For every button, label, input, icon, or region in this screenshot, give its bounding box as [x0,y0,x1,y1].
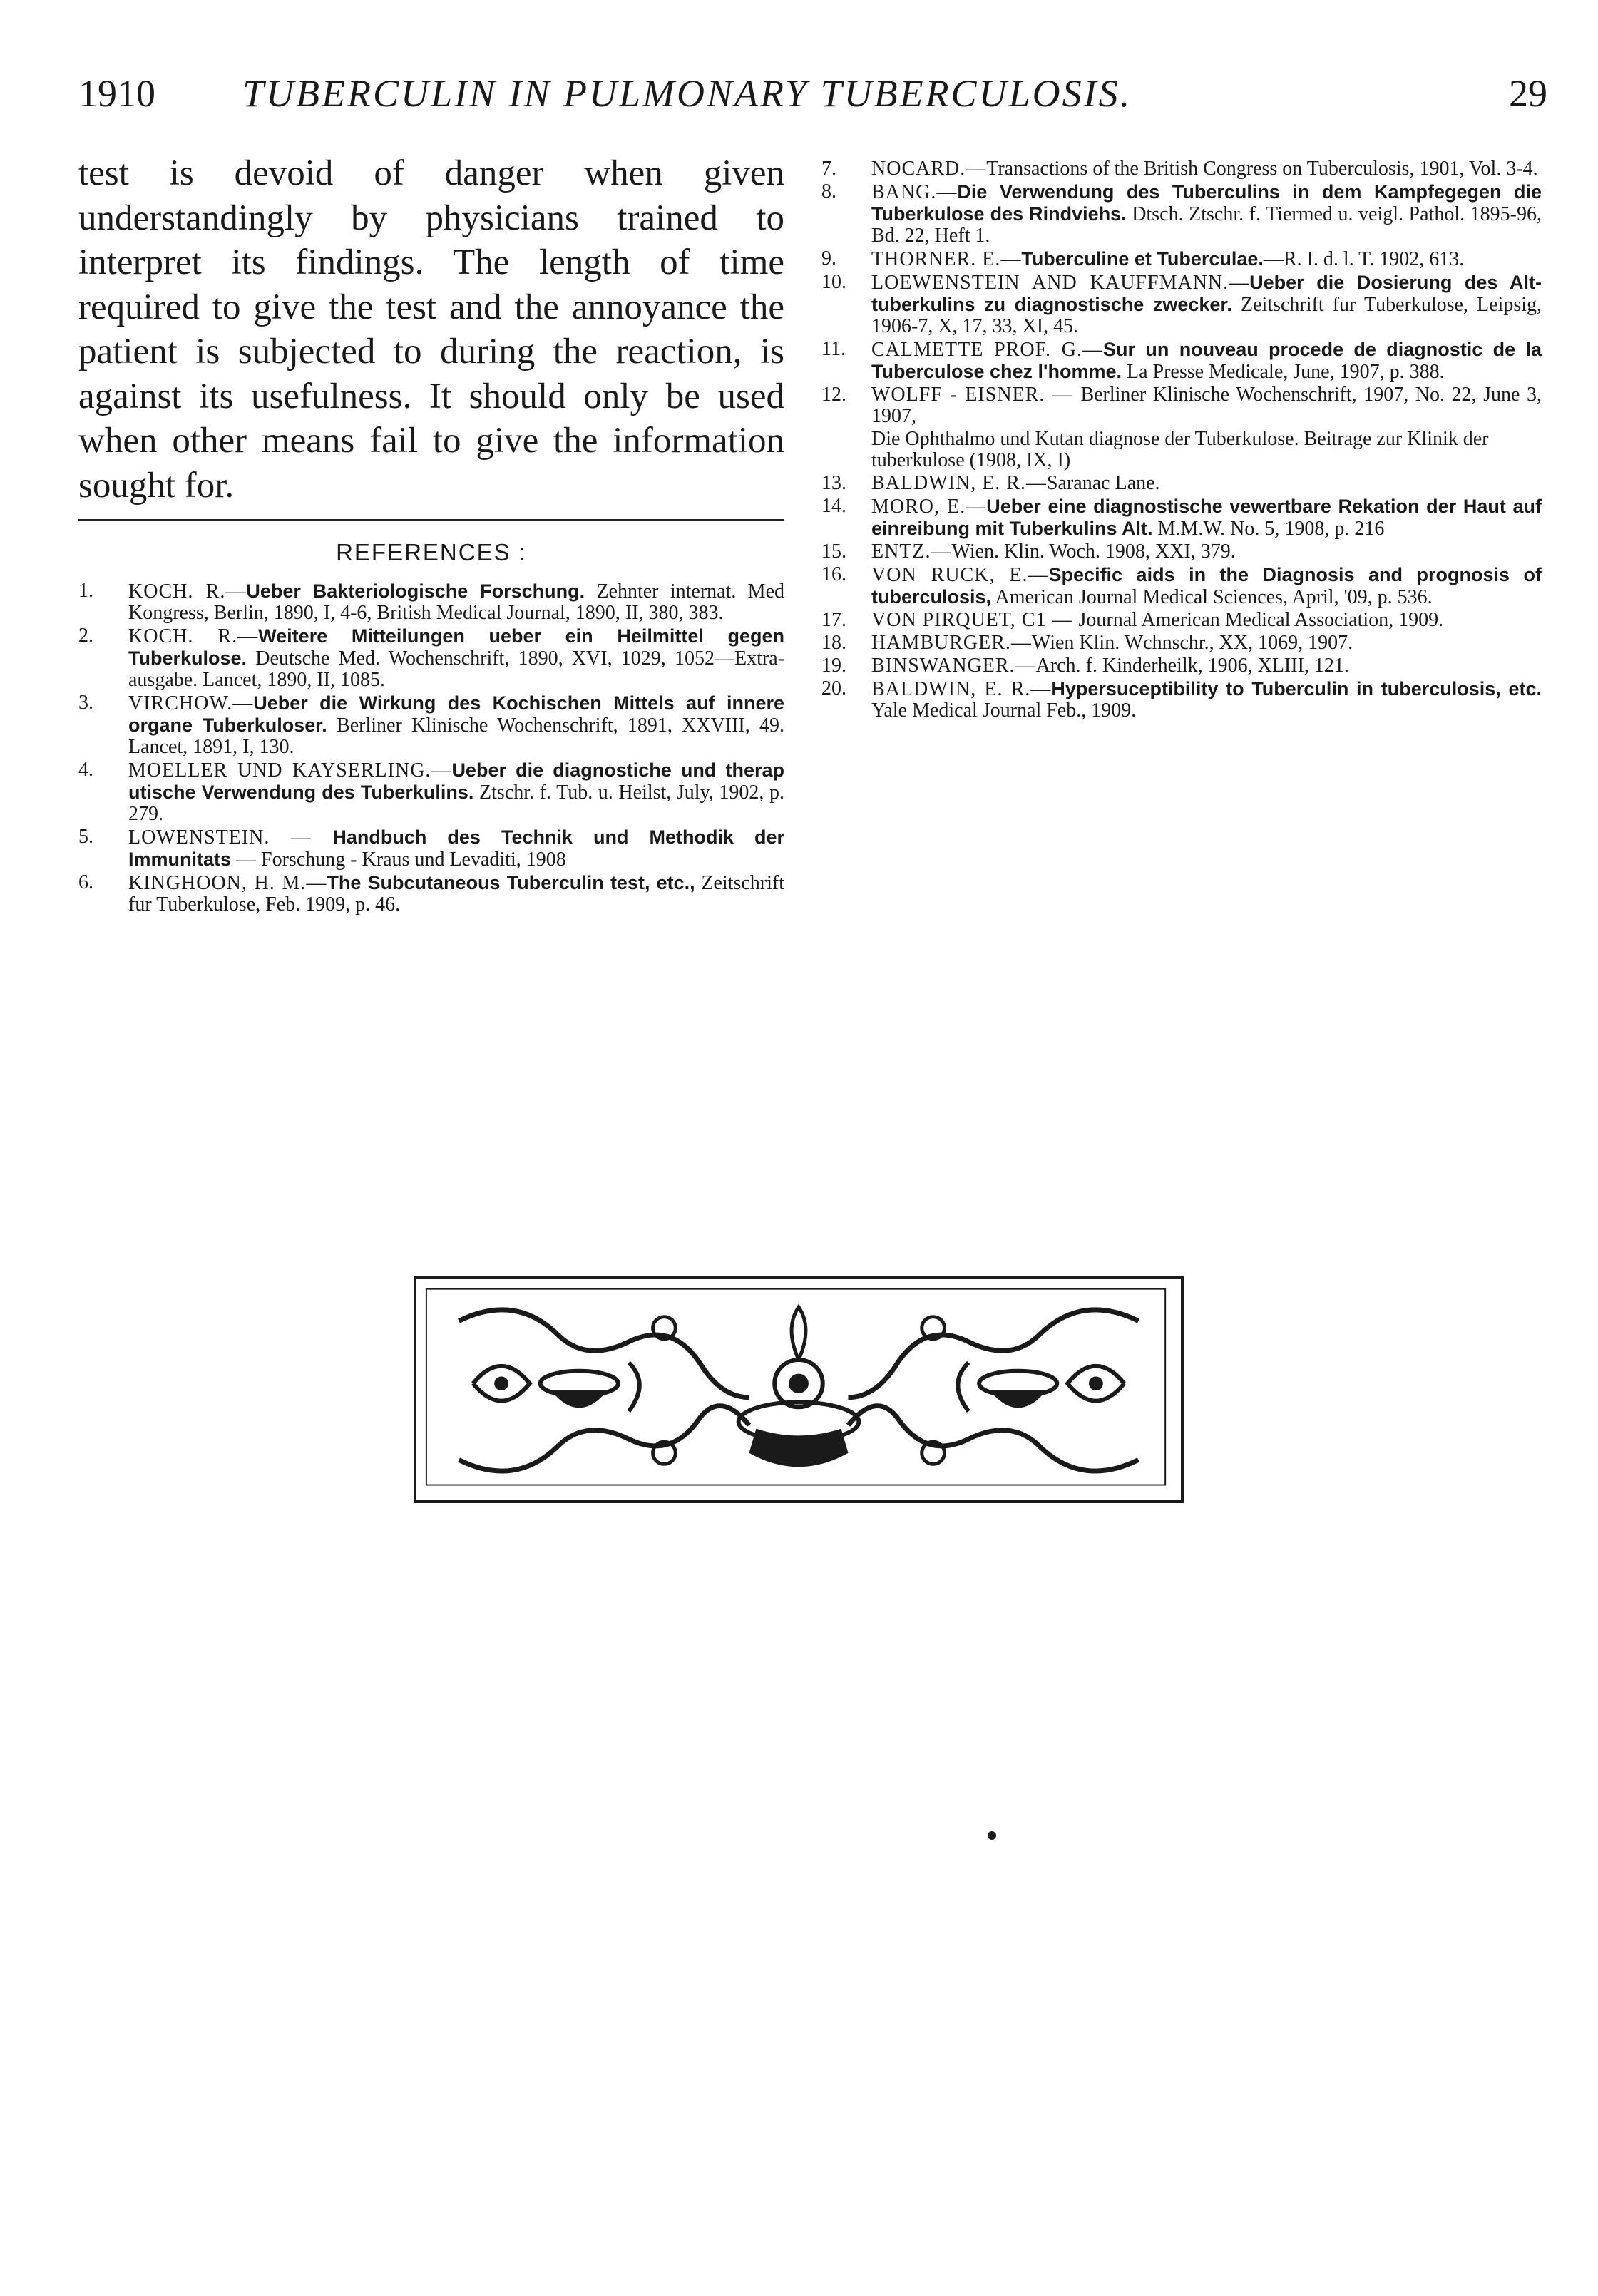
reference-author: KINGHOON, H. M.— [128,872,327,894]
reference-item [821,473,1542,494]
reference-item [821,678,1542,722]
reference-title: Weitere Mitteilungen ueber ein Heilmittel gegen Tuberkulose. [128,625,785,669]
reference-number: 14. [821,495,846,517]
reference-details: Berliner Klinische Wochenschrift, 1891, XXVIII, 49. Lancet, 1891, I, 130. [128,714,784,758]
reference-details: Ztschr. f. Tub. u. Heilst, July, 1902, p. 279. [128,781,784,825]
reference-title: Die Verwendung des Tuberculins in dem Kampfegegen die Tuberkulose des Rindviehs. [871,181,1542,225]
reference-number: 8. [821,180,836,203]
reference-author: BINSWANGER.— [871,655,1036,677]
reference-item [821,339,1542,383]
reference-item [821,655,1542,677]
reference-number: 4. [78,759,93,781]
reference-author: VON RUCK, E.— [871,564,1049,586]
references-list-right [821,158,1542,722]
reference-number: 1. [78,580,93,602]
reference-number: 18. [821,632,846,654]
reference-details: Die Ophthalmo und Kutan diagnose der Tuberkulose. Beitrage zur Klinik der tuberkulose (1908, IX, I) [871,428,1489,471]
reference-item [78,625,784,691]
reference-number: 11. [821,338,846,360]
header-year: 1910 [78,72,155,115]
reference-number: 16. [821,563,846,585]
reference-author: LOEWENSTEIN AND KAUFFMANN.— [871,272,1250,294]
header-title: TUBERCULIN IN PULMONARY TUBERCULOSIS. [242,72,1132,115]
left-column [78,151,784,917]
reference-author: BANG.— [871,181,958,203]
reference-title: Ueber eine diagnostische vewertbare Rekation der Haut auf einreibung mit Tuberkulins Alt. [871,496,1542,539]
reference-details: M.M.W. No. 5, 1908, p. 216 [1152,518,1385,540]
reference-author: LOWENSTEIN. — [128,826,333,849]
reference-author: HAMBURGER.— [871,632,1032,654]
reference-number: 20. [821,677,846,699]
reference-item [78,580,784,624]
ornament-scrollwork-icon [416,1279,1181,1500]
reference-number: 10. [821,271,846,293]
reference-details: Zehnter internat. Med Kongress, Berlin, 1890, I, 4-6, British Medical Journal, 1890, II, 380, 383. [128,580,784,624]
reference-details: Wien. Klin. Woch. 1908, XXI, 379. [951,540,1236,563]
right-column [821,158,1542,723]
reference-item [821,272,1542,337]
reference-item [78,759,784,825]
reference-item [821,610,1542,631]
reference-author: CALMETTE PROF. G.— [871,339,1104,361]
reference-number: 9. [821,247,836,270]
reference-title: Specific aids in the Diagnosis and prognosis of tuberculosis, [871,564,1542,608]
reference-details: Zeitschrift fur Tuberkulose, Leipsig, 1906-7, X, 17, 33, XI, 45. [871,294,1542,337]
reference-title: Hypersuceptibility to Tuberculin in tuberculosis, etc. [1051,678,1542,699]
reference-number: 5. [78,826,93,848]
reference-item [821,541,1542,563]
references-heading: REFERENCES : [336,539,527,565]
reference-item [821,496,1542,540]
reference-author: ENTZ.— [871,540,952,563]
reference-details: Berliner Klinische Wochenschrift, 1907, No. 22, June 3, 1907, [871,384,1542,427]
reference-author: BALDWIN, E. R.— [871,472,1047,494]
reference-author: NOCARD.— [871,158,987,180]
body-paragraph: test is devoid of danger when given understandingly by physicians trained to interpret its findings. The length of time required to give the test and the annoyance the patient is subjected to during the reaction, is against its usefulness. It should only be used when other means fail to give the information sought for. [78,153,784,506]
reference-number: 19. [821,655,846,677]
reference-item [78,872,784,916]
reference-details: Journal American Medical Association, 1909. [1078,609,1444,631]
reference-author: KOCH. R.— [128,580,247,603]
reference-number: 6. [78,871,93,893]
reference-item [821,429,1542,471]
reference-author: WOLFF - EISNER. — [871,384,1081,406]
reference-number: 7. [821,158,836,180]
reference-author: KOCH. R.— [128,625,259,647]
reference-details: Arch. f. Kinderheilk, 1906, XLIII, 121. [1035,655,1349,677]
reference-details: — Forschung - Kraus und Levaditi, 1908 [231,849,566,871]
reference-number: 17. [821,609,846,631]
reference-details: Wien Klin. Wchnschr., XX, 1069, 1907. [1031,632,1353,654]
reference-item [78,826,784,871]
reference-item [821,158,1542,180]
reference-title: Ueber die Wirkung des Kochischen Mittels auf innere organe Tuberkuloser. [128,692,784,736]
reference-author: BALDWIN, E. R.— [871,678,1052,700]
reference-details: Dtsch. Ztschr. f. Tiermed u. veigl. Pathol. 1895-96, Bd. 22, Heft 1. [871,203,1542,247]
reference-details: Yale Medical Journal Feb., 1909. [871,699,1137,722]
reference-number: 2. [78,625,93,647]
reference-number: 15. [821,540,846,563]
reference-author: THORNER. E.— [871,248,1022,270]
reference-author: VON PIRQUET, C1 — [871,609,1079,631]
reference-author: VIRCHOW.— [128,692,254,714]
reference-details: American Journal Medical Sciences, April, '09, p. 536. [991,586,1433,608]
reference-title: Handbuch des Technik und Methodik der Immunitats [128,826,784,870]
reference-details: Saranac Lane. [1046,472,1160,494]
reference-title: Ueber die Dosierung des Alt-tuberkulins zu diagnostische zwecker. [871,272,1542,315]
references-list-left [78,580,784,916]
reference-item [78,692,784,758]
reference-item [821,564,1542,608]
reference-title: Sur un nouveau procede de diagnostic de la Tuberculose chez l'homme. [871,339,1542,382]
reference-number: 13. [821,472,846,494]
reference-item [821,248,1542,270]
reference-title: Tuberculine et Tuberculae. [1021,248,1264,270]
reference-details: Zeitschrift fur Tuberkulose, Feb. 1909, p. 46. [128,872,784,916]
reference-number: 3. [78,692,93,714]
reference-details: —R. I. d. l. T. 1902, 613. [1263,248,1465,270]
reference-details: Transactions of the British Congress on Tuberculosis, 1901, Vol. 3-4. [986,158,1538,180]
reference-title: The Subcutaneous Tuberculin test, etc., [327,872,695,893]
stray-ink-dot [988,1831,996,1840]
reference-details: Deutsche Med. Wochenschrift, 1890, XVI, 1029, 1052—Extra-ausgabe. Lancet, 1890, II, 1085. [128,647,784,691]
page-number: 29 [1509,72,1547,115]
reference-author: MOELLER UND KAYSERLING.— [128,759,452,781]
reference-item [821,632,1542,654]
reference-details: La Presse Medicale, June, 1907, p. 388. [1122,361,1445,383]
reference-number: 12. [821,384,846,406]
reference-title: Ueber Bakteriologische Forschung. [246,580,585,602]
reference-item [821,181,1542,247]
reference-title: Ueber die diagnostiche und therap utische Verwendung des Tuberkulins. [128,759,784,803]
decorative-ornament [414,1276,1184,1503]
section-divider [78,519,784,521]
running-header [78,71,1547,128]
reference-author: MORO, E.— [871,496,987,518]
reference-item [821,384,1542,427]
